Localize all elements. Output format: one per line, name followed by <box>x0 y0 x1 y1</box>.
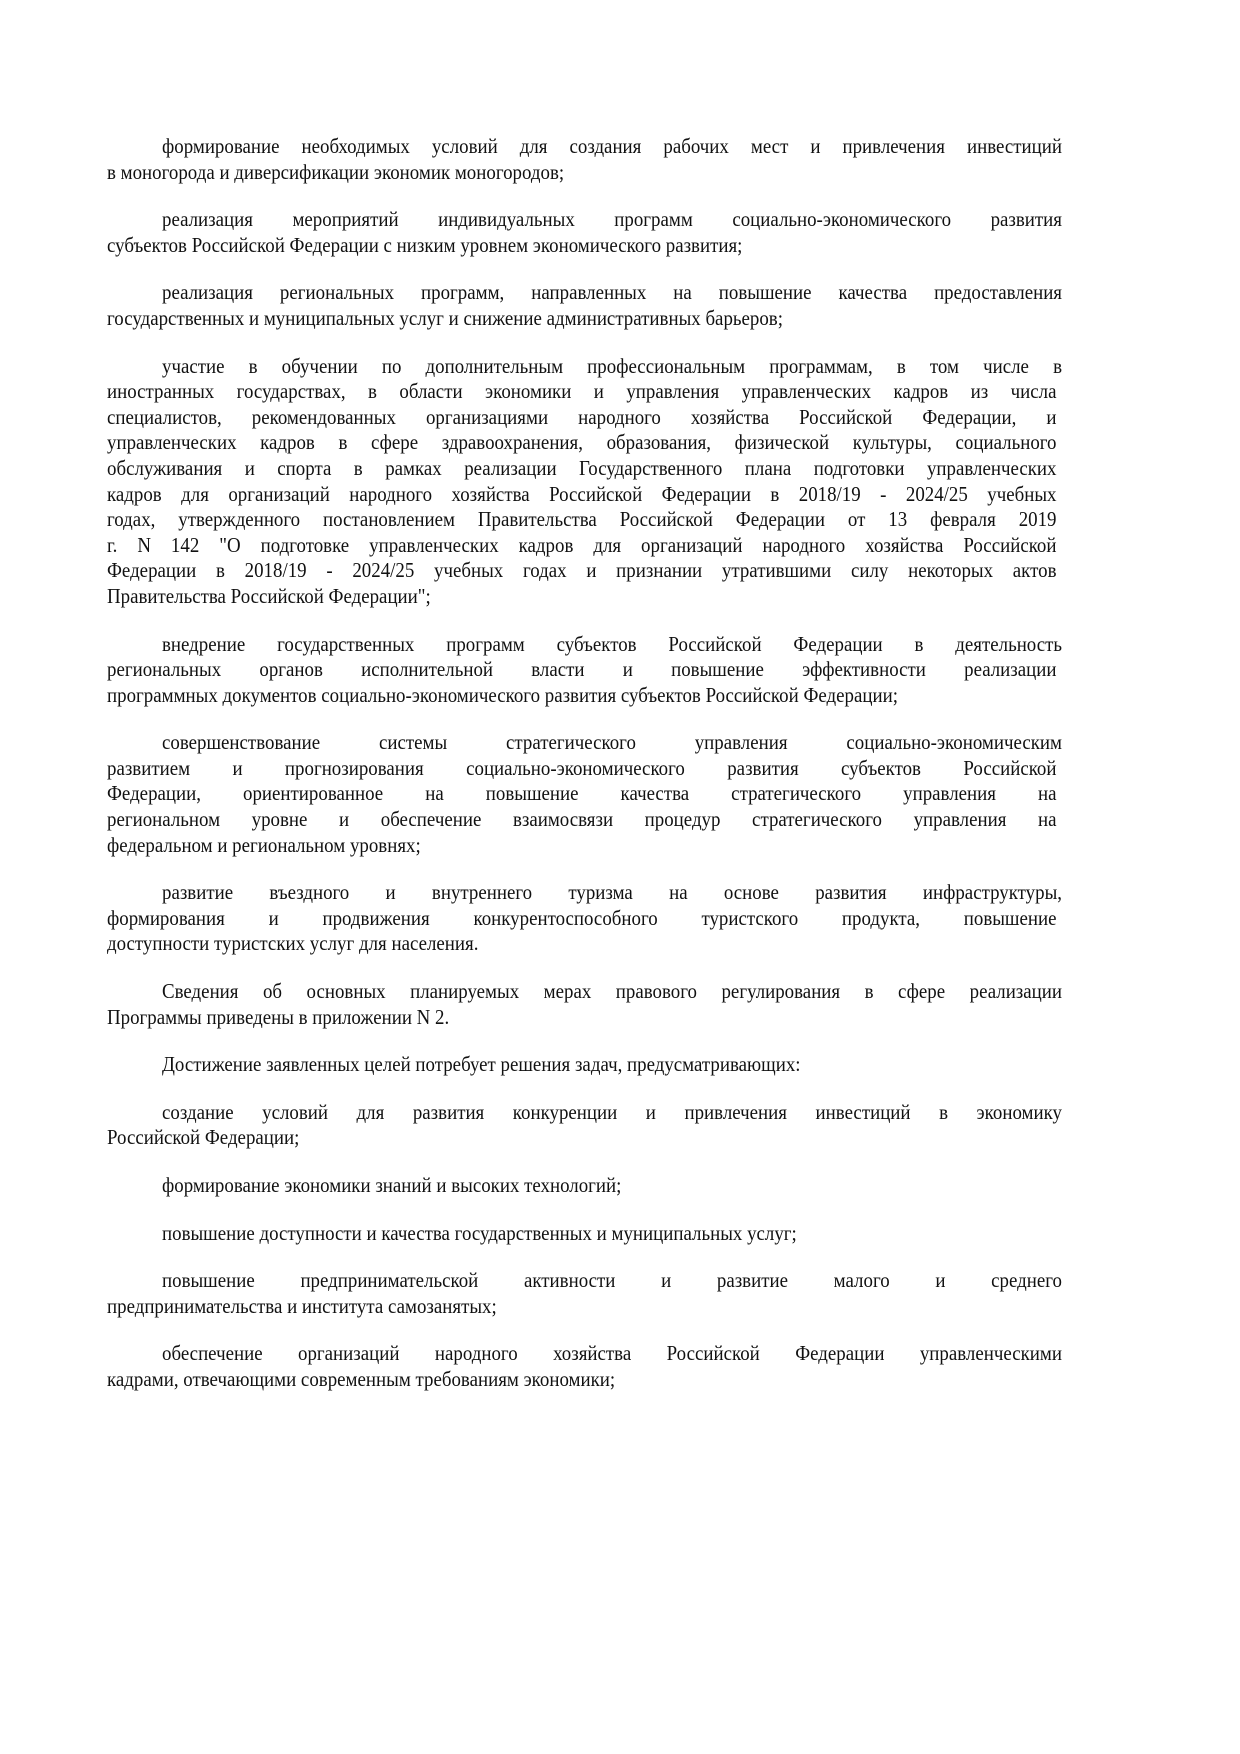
text-line: субъектов Российской Федерации с низким уровнем экономического развития; <box>107 232 743 257</box>
text-line: повышение доступности и качества государственных и муниципальных услуг; <box>162 1220 797 1245</box>
paragraph <box>107 1268 1062 1319</box>
text-line: внедрение государственных программ субъектов Российской Федерации в деятельность <box>162 631 1062 656</box>
paragraph <box>107 1099 1062 1151</box>
text-line: предпринимательства и института самозанятых; <box>107 1293 497 1318</box>
text-line: кадров для организаций народного хозяйства Российской Федерации в 2018/19 - 2024/25 учебных <box>107 481 1057 506</box>
text-line: создание условий для развития конкуренции и привлечения инвестиций в экономику <box>162 1099 1062 1124</box>
paragraph <box>107 207 1062 258</box>
text-line: Программы приведены в приложении N 2. <box>107 1004 450 1029</box>
paragraph <box>107 979 1062 1030</box>
text-line: участие в обучении по дополнительным профессиональным программам, в том числе в <box>162 353 1062 378</box>
text-line: кадрами, отвечающими современным требованиям экономики; <box>107 1366 616 1391</box>
text-line: формирование необходимых условий для создания рабочих мест и привлечения инвестиций <box>162 134 1062 158</box>
text-line: развитием и прогнозирования социально-экономического развития субъектов Российской <box>107 755 1057 780</box>
text-line: Сведения об основных планируемых мерах правового регулирования в сфере реализации <box>162 979 1062 1004</box>
paragraph <box>107 730 1062 858</box>
paragraph <box>107 134 1062 185</box>
paragraph <box>107 280 1062 331</box>
text-line: обслуживания и спорта в рамках реализации Государственного плана подготовки управленческих <box>107 455 1057 480</box>
text-line: развитие въездного и внутреннего туризма на основе развития инфраструктуры, <box>162 880 1062 905</box>
text-line: реализация региональных программ, направленных на повышение качества предоставления <box>162 280 1062 305</box>
text-line: в моногорода и диверсификации экономик моногородов; <box>107 159 565 184</box>
paragraph <box>107 1341 1062 1392</box>
text-line: доступности туристских услуг для населения. <box>107 931 479 956</box>
text-line: формирование экономики знаний и высоких технологий; <box>162 1173 622 1197</box>
text-line: федеральном и региональном уровнях; <box>107 832 421 857</box>
text-line: реализация мероприятий индивидуальных программ социально-экономического развития <box>162 207 1062 232</box>
text-line: совершенствование системы стратегического управления социально-экономическим <box>162 730 1062 755</box>
text-line: повышение предпринимательской активности и развитие малого и среднего <box>162 1268 1062 1293</box>
text-line: государственных и муниципальных услуг и снижение административных барьеров; <box>107 305 783 330</box>
paragraph <box>107 1052 1057 1078</box>
text-line: Правительства Российской Федерации"; <box>107 583 431 608</box>
paragraph <box>107 1173 1057 1199</box>
text-line: региональном уровне и обеспечение взаимосвязи процедур стратегического управления на <box>107 807 1057 832</box>
text-line: Федерации, ориентированное на повышение качества стратегического управления на <box>107 781 1057 806</box>
paragraph <box>107 631 1062 709</box>
document-page <box>107 134 1062 1415</box>
text-line: обеспечение организаций народного хозяйства Российской Федерации управленческими <box>162 1341 1062 1366</box>
text-line: годах, утвержденного постановлением Правительства Российской Федерации от 13 февраля 2019 <box>107 507 1057 532</box>
text-line: г. N 142 "О подготовке управленческих кадров для организаций народного хозяйства Российской <box>107 532 1057 557</box>
paragraph <box>107 353 1062 610</box>
text-line: Федерации в 2018/19 - 2024/25 учебных годах и признании утратившими силу некоторых актов <box>107 558 1057 583</box>
text-line: иностранных государствах, в области экономики и управления управленческих кадров из числа <box>107 379 1057 404</box>
paragraph <box>107 880 1062 957</box>
text-line: специалистов, рекомендованных организациями народного хозяйства Российской Федерации, и <box>107 404 1057 429</box>
text-line: управленческих кадров в сфере здравоохранения, образования, физической культуры, социального <box>107 430 1057 455</box>
text-line: формирования и продвижения конкурентоспособного туристского продукта, повышение <box>107 905 1057 930</box>
paragraph <box>107 1221 1057 1247</box>
text-line: региональных органов исполнительной власти и повышение эффективности реализации <box>107 657 1057 682</box>
text-line: Достижение заявленных целей потребует решения задач, предусматривающих: <box>162 1052 801 1077</box>
text-line: Российской Федерации; <box>107 1125 300 1150</box>
text-line: программных документов социально-экономического развития субъектов Российской Федерации; <box>107 682 898 707</box>
